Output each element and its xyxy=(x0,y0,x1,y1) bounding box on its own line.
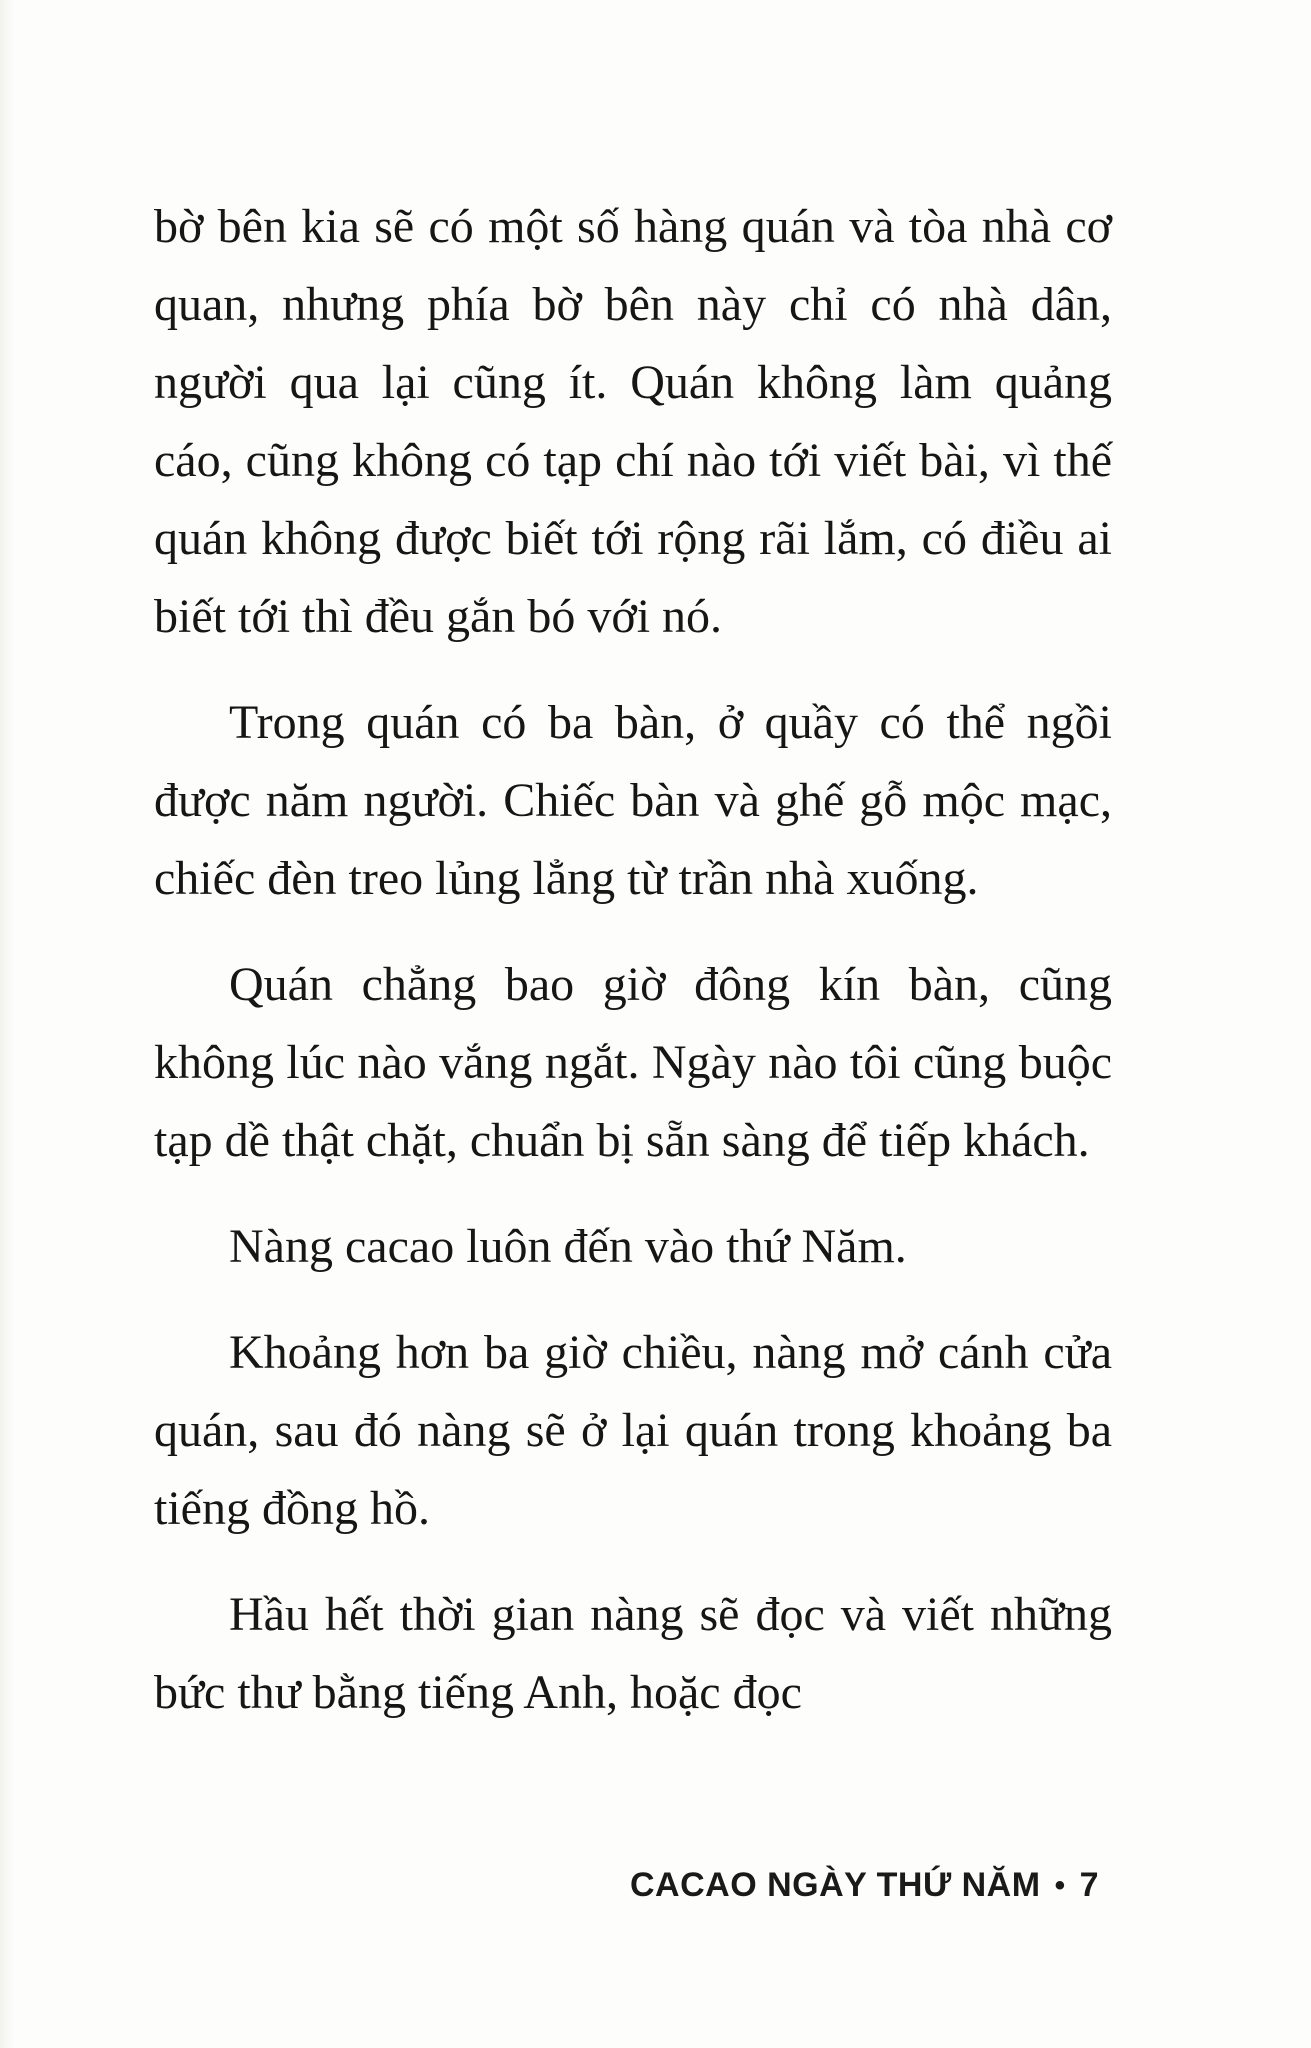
page-number: 7 xyxy=(1079,1866,1099,1904)
paragraph-3: Quán chẳng bao giờ đông kín bàn, cũng không lúc nào vắng ngắt. Ngày nào tôi cũng buộc tạp dề thật chặt, chuẩn bị sẵn sàng để tiếp khách. xyxy=(154,958,1112,1167)
page-edge-shadow xyxy=(0,0,14,2048)
paragraph-5: Khoảng hơn ba giờ chiều, nàng mở cánh cửa quán, sau đó nàng sẽ ở lại quán trong khoảng ba tiếng đồng hồ. xyxy=(154,1326,1112,1535)
body-text xyxy=(154,188,1112,1760)
footer-separator: • xyxy=(1054,1868,1066,1902)
paragraph-2: Trong quán có ba bàn, ở quầy có thể ngồi được năm người. Chiếc bàn và ghế gỗ mộc mạc, chiếc đèn treo lủng lẳng từ trần nhà xuống. xyxy=(154,696,1112,905)
book-title: CACAO NGÀY THỨ NĂM xyxy=(629,1866,1041,1904)
running-footer xyxy=(630,1866,1099,1905)
paragraph-6: Hầu hết thời gian nàng sẽ đọc và viết những bức thư bằng tiếng Anh, hoặc đọc xyxy=(154,1588,1112,1719)
paragraph-1: bờ bên kia sẽ có một số hàng quán và tòa nhà cơ quan, nhưng phía bờ bên này chỉ có nhà dân, người qua lại cũng ít. Quán không làm quảng cáo, cũng không có tạp chí nào tới viết bài, vì thế quán không được biết tới rộng rãi lắm, có điều ai biết tới thì đều gắn bó với nó. xyxy=(154,200,1112,643)
paragraph-4: Nàng cacao luôn đến vào thứ Năm. xyxy=(229,1220,907,1273)
